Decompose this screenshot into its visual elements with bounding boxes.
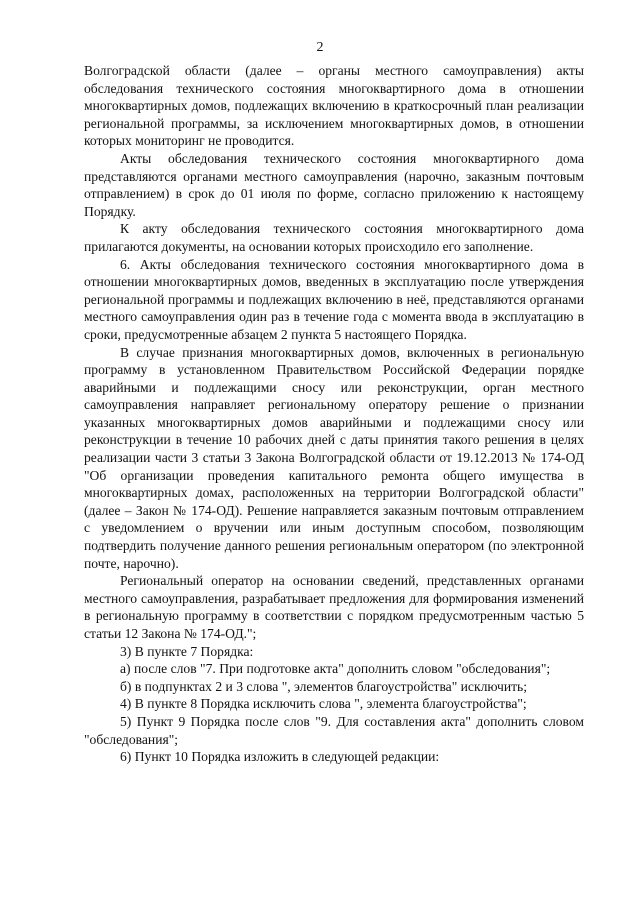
paragraph: 6. Акты обследования технического состояния многоквартирного дома в отношении многоквартирных домов, введенных в эксплуатацию после утверждения региональной программы и подлежащих включению в неё, представляются органами местного самоуправления один раз в течение года с момента ввода в эксплуатацию в сроки, предусмотренные абзацем 2 пункта 5 настоящего Порядка.: [84, 256, 584, 342]
paragraph: К акту обследования технического состояния многоквартирного дома прилагаются документы, на основании которых происходило его заполнение.: [84, 221, 584, 254]
paragraph: Акты обследования технического состояния многоквартирного дома представляются органами местного самоуправления (нарочно, заказным почтовым отправлением) в срок до 01 июля по форме, согласно приложению к настоящему Порядку.: [84, 150, 584, 219]
list-item: 4) В пункте 8 Порядка исключить слова ", элемента благоустройства";: [120, 696, 527, 712]
paragraph: В случае признания многоквартирных домов, включенных в региональную программу в установленном Правительством Российской Федерации порядке аварийными и подлежащими сносу или реконструкции, орган местного самоуправления направляет региональному оператору решение о признании указанных многоквартирных домов аварийными и подлежащими сносу или реконструкции в течение 10 рабочих дней с даты принятия такого решения в целях реализации части 3 статьи 3 Закона Волгоградской области от 19.12.2013 № 174-ОД "Об организации проведения капитального ремонта общего имущества в многоквартирных домах, расположенных на территории Волгоградской области" (далее – Закон № 174-ОД). Решение направляется заказным почтовым отправлением с уведомлением о вручении или иным доступным способом, позволяющим подтвердить получение данного решения региональным оператором (по электронной почте, нарочно).: [84, 344, 584, 571]
list-item: б) в подпунктах 2 и 3 слова ", элементов благоустройства" исключить;: [120, 678, 528, 694]
paragraph: Региональный оператор на основании сведений, представленных органами местного самоуправления, разрабатывает предложения для формирования изменений в региональную программу в соответствии с порядком предусмотренным частью 5 статьи 12 Закона № 174-ОД.";: [84, 573, 584, 641]
page-number: 2: [316, 40, 324, 55]
document-body: [84, 62, 584, 766]
list-item: 3) В пункте 7 Порядка:: [120, 643, 254, 659]
list-item: а) после слов "7. При подготовке акта" дополнить словом "обследования";: [120, 661, 551, 677]
paragraph-continuation: Волгоградской области (далее – органы местного самоуправления) акты обследования технического состояния многоквартирного дома в отношении многоквартирных домов, подлежащих включению в краткосрочный план реализации региональной программы, за исключением многоквартирных домов, в отношении которых мониторинг не проводится.: [84, 63, 584, 149]
list-item: 5) Пункт 9 Порядка после слов "9. Для составления акта" дополнить словом "обследования";: [84, 713, 584, 747]
list-item: 6) Пункт 10 Порядка изложить в следующей редакции:: [120, 749, 440, 765]
